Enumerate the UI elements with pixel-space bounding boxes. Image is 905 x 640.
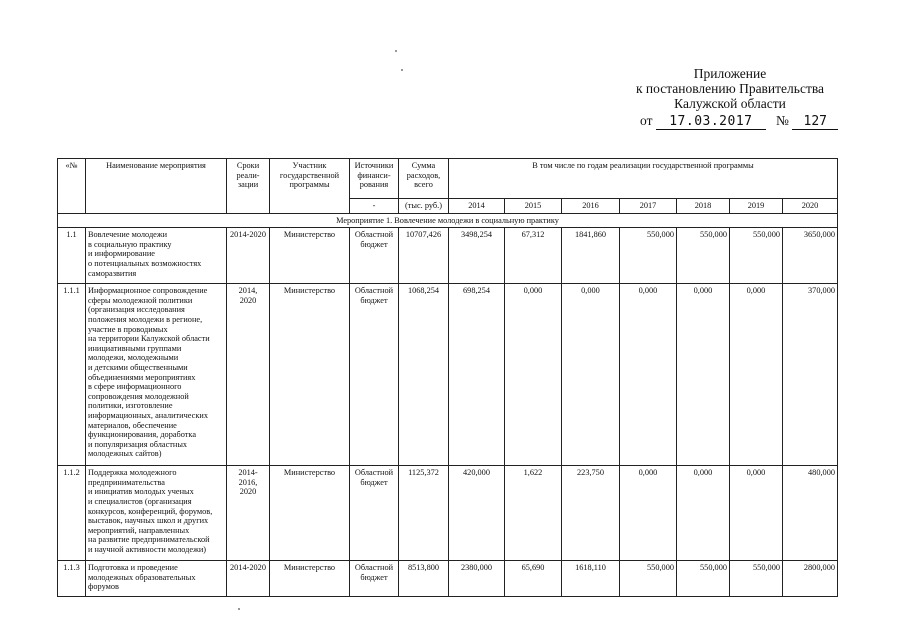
header-source: Источники финанси- рования [350, 159, 399, 199]
resolution-number: 127 [792, 115, 838, 130]
row-2016: 1841,860 [562, 228, 620, 284]
row-2018: 0,000 [677, 466, 730, 561]
row-name: Вовлечение молодежи в социальную практику и информирование о потенциальных возможностях саморазвития [86, 228, 227, 284]
year-2019: 2019 [730, 199, 783, 214]
scan-speck [238, 608, 240, 610]
row-num: 1.1.2 [58, 466, 86, 561]
row-2017: 0,000 [620, 284, 677, 466]
header-name: Наименование мероприятия [86, 159, 227, 214]
row-2019: 0,000 [730, 284, 783, 466]
row-2015: 1,622 [505, 466, 562, 561]
row-2015: 0,000 [505, 284, 562, 466]
year-2014: 2014 [449, 199, 505, 214]
number-label: № [775, 113, 789, 128]
year-2018: 2018 [677, 199, 730, 214]
row-source: Областной бюджет [350, 228, 399, 284]
row-2018: 550,000 [677, 228, 730, 284]
scan-speck [395, 50, 397, 52]
row-participant: Министерство [270, 466, 350, 561]
table-row [58, 466, 838, 561]
table-row [58, 284, 838, 466]
row-participant: Министерство [270, 228, 350, 284]
document-header [600, 66, 860, 130]
year-2020: 2020 [783, 199, 838, 214]
from-label: от [640, 113, 653, 128]
row-source: Областной бюджет [350, 466, 399, 561]
header-appendix: Приложение [693, 66, 767, 81]
row-name: Поддержка молодежного предпринимательства и инициатив молодых ученых и специалистов (организация конкурсов, конференций, форумов, выставок, научных школ и других мероприятий, направленных на развитие предпринимательской и научной активности молодежи) [86, 466, 227, 561]
budget-table [57, 158, 838, 597]
row-sum: 8513,800 [399, 561, 449, 597]
section-title: Мероприятие 1. Вовлечение молодежи в социальную практику [58, 213, 838, 228]
row-2014: 3498,254 [449, 228, 505, 284]
row-sum: 1125,372 [399, 466, 449, 561]
row-2020: 2800,000 [783, 561, 838, 597]
scan-speck [401, 69, 403, 71]
row-2018: 0,000 [677, 284, 730, 466]
table-header-row [58, 159, 838, 199]
row-2019: 550,000 [730, 228, 783, 284]
row-sum: 1068,254 [399, 284, 449, 466]
table-row [58, 228, 838, 284]
row-participant: Министерство [270, 284, 350, 466]
row-2019: 550,000 [730, 561, 783, 597]
row-2019: 0,000 [730, 466, 783, 561]
row-2014: 698,254 [449, 284, 505, 466]
row-2020: 3650,000 [783, 228, 838, 284]
row-num: 1.1.1 [58, 284, 86, 466]
row-source: Областной бюджет [350, 284, 399, 466]
header-period: Сроки реали- зации [227, 159, 270, 214]
subheader-sum-unit: (тыс. руб.) [399, 199, 449, 214]
row-period: 2014-2020 [227, 228, 270, 284]
row-num: 1.1 [58, 228, 86, 284]
header-sum: Сумма расходов, всего [399, 159, 449, 199]
row-name: Подготовка и проведение молодежных образовательных форумов [86, 561, 227, 597]
year-2015: 2015 [505, 199, 562, 214]
row-2017: 550,000 [620, 561, 677, 597]
resolution-date: 17.03.2017 [656, 115, 766, 130]
row-period: 2014, 2020 [227, 284, 270, 466]
row-source: Областной бюджет [350, 561, 399, 597]
row-2020: 370,000 [783, 284, 838, 466]
table-row [58, 561, 838, 597]
row-2017: 550,000 [620, 228, 677, 284]
row-period: 2014-2016, 2020 [227, 466, 270, 561]
year-2017: 2017 [620, 199, 677, 214]
row-2018: 550,000 [677, 561, 730, 597]
row-2014: 2380,000 [449, 561, 505, 597]
header-by-years: В том числе по годам реализации государственной программы [449, 159, 838, 199]
header-date-line [640, 113, 860, 130]
header-num: «№ [58, 159, 86, 214]
row-period: 2014-2020 [227, 561, 270, 597]
year-2016: 2016 [562, 199, 620, 214]
row-2016: 223,750 [562, 466, 620, 561]
row-2017: 0,000 [620, 466, 677, 561]
subheader-source-mark: - [350, 199, 399, 214]
header-resolution: к постановлению Правительства [635, 81, 825, 96]
header-region: Калужской области [674, 96, 786, 111]
row-participant: Министерство [270, 561, 350, 597]
row-2016: 0,000 [562, 284, 620, 466]
row-2015: 65,690 [505, 561, 562, 597]
row-num: 1.1.3 [58, 561, 86, 597]
row-2015: 67,312 [505, 228, 562, 284]
section-row [58, 213, 838, 228]
row-sum: 10707,426 [399, 228, 449, 284]
row-2016: 1618,110 [562, 561, 620, 597]
row-name: Информационное сопровождение сферы молодежной политики (организация исследования положения молодежи в регионе, участие в проводимых на территории Калужской области инициативными группами молодежи, молодежными и детскими общественными объединениями мероприятиях в сфере информационного сопровождения молодежной политики, изготовление информационных, аналитических материалов, обеспечение функционирования, доработка и популяризация областных молодежных сайтов) [86, 284, 227, 466]
row-2020: 480,000 [783, 466, 838, 561]
row-2014: 420,000 [449, 466, 505, 561]
header-participant: Участник государственной программы [270, 159, 350, 214]
